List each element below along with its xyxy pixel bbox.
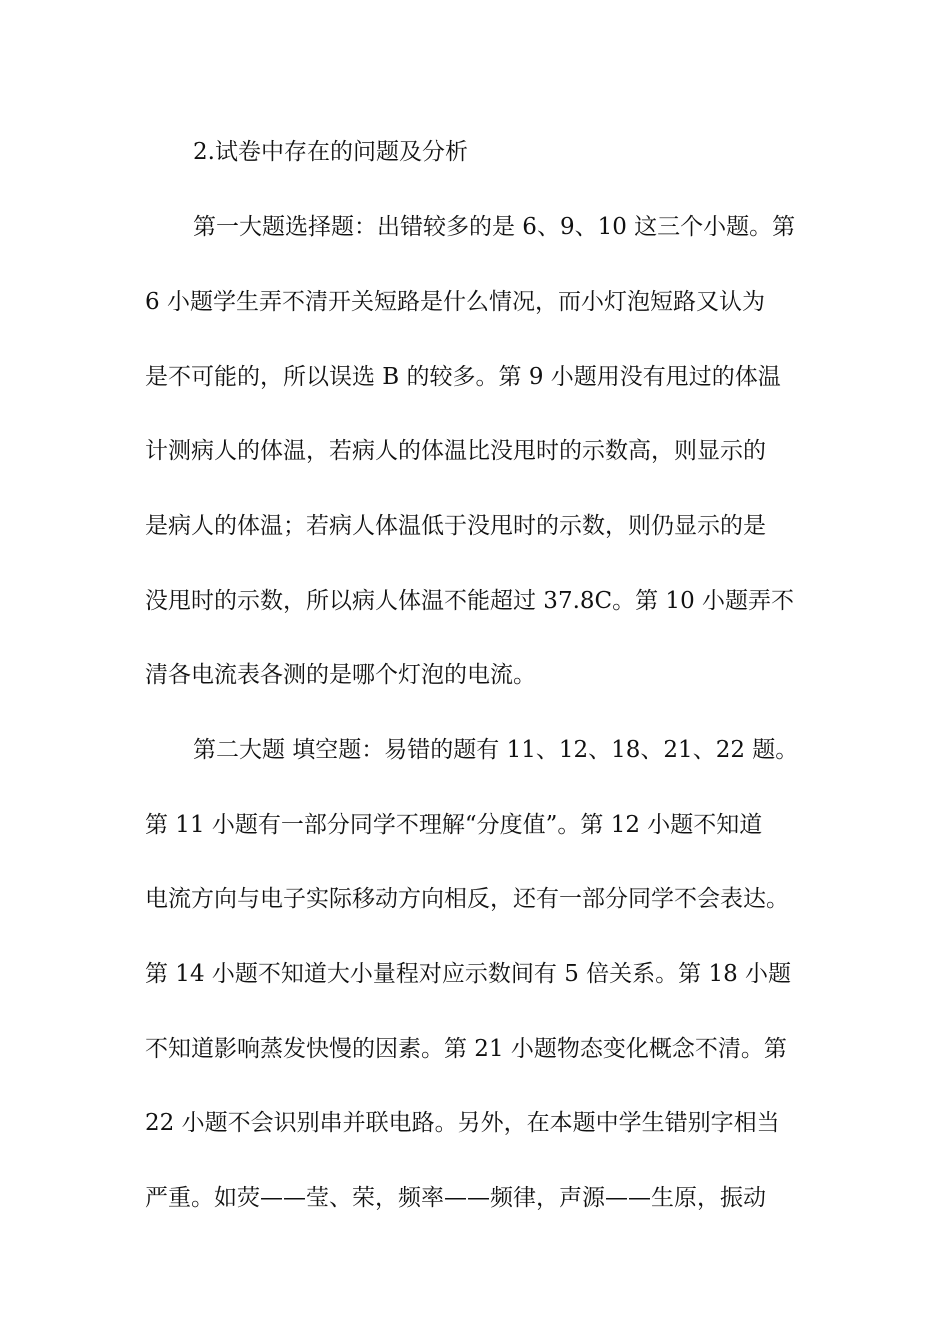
paragraph-line: 第二大题 填空题：易错的题有 11、12、18、21、22 题。	[193, 737, 799, 763]
paragraph-line: 电流方向与电子实际移动方向相反，还有一部分同学不会表达。	[145, 886, 789, 912]
paragraph-line: 不知道影响蒸发快慢的因素。第 21 小题物态变化概念不清。第	[145, 1036, 787, 1062]
paragraph-line: 第 11 小题有一部分同学不理解“分度值”。第 12 小题不知道	[145, 812, 763, 838]
paragraph-line: 清各电流表各测的是哪个灯泡的电流。	[145, 662, 536, 688]
paragraph-line: 第 14 小题不知道大小量程对应示数间有 5 倍关系。第 18 小题	[145, 961, 792, 987]
paragraph-line: 6 小题学生弄不清开关短路是什么情况，而小灯泡短路又认为	[145, 289, 765, 315]
paragraph-line: 严重。如荧——莹、荣，频率——频律，声源——生原，振动	[145, 1185, 766, 1211]
paragraph-line: 没甩时的示数，所以病人体温不能超过 37.8C。第 10 小题弄不	[145, 588, 795, 614]
paragraph-line: 是病人的体温；若病人体温低于没甩时的示数，则仍显示的是	[145, 513, 766, 539]
paragraph-line: 22 小题不会识别串并联电路。另外，在本题中学生错别字相当	[145, 1110, 780, 1136]
paragraph-line: 计测病人的体温，若病人的体温比没甩时的示数高，则显示的	[145, 438, 766, 464]
section-heading: 2.试卷中存在的问题及分析	[193, 139, 468, 165]
paragraph-line: 是不可能的，所以误选 B 的较多。第 9 小题用没有甩过的体温	[145, 364, 781, 390]
paragraph-line: 第一大题选择题：出错较多的是 6、9、10 这三个小题。第	[193, 214, 796, 240]
